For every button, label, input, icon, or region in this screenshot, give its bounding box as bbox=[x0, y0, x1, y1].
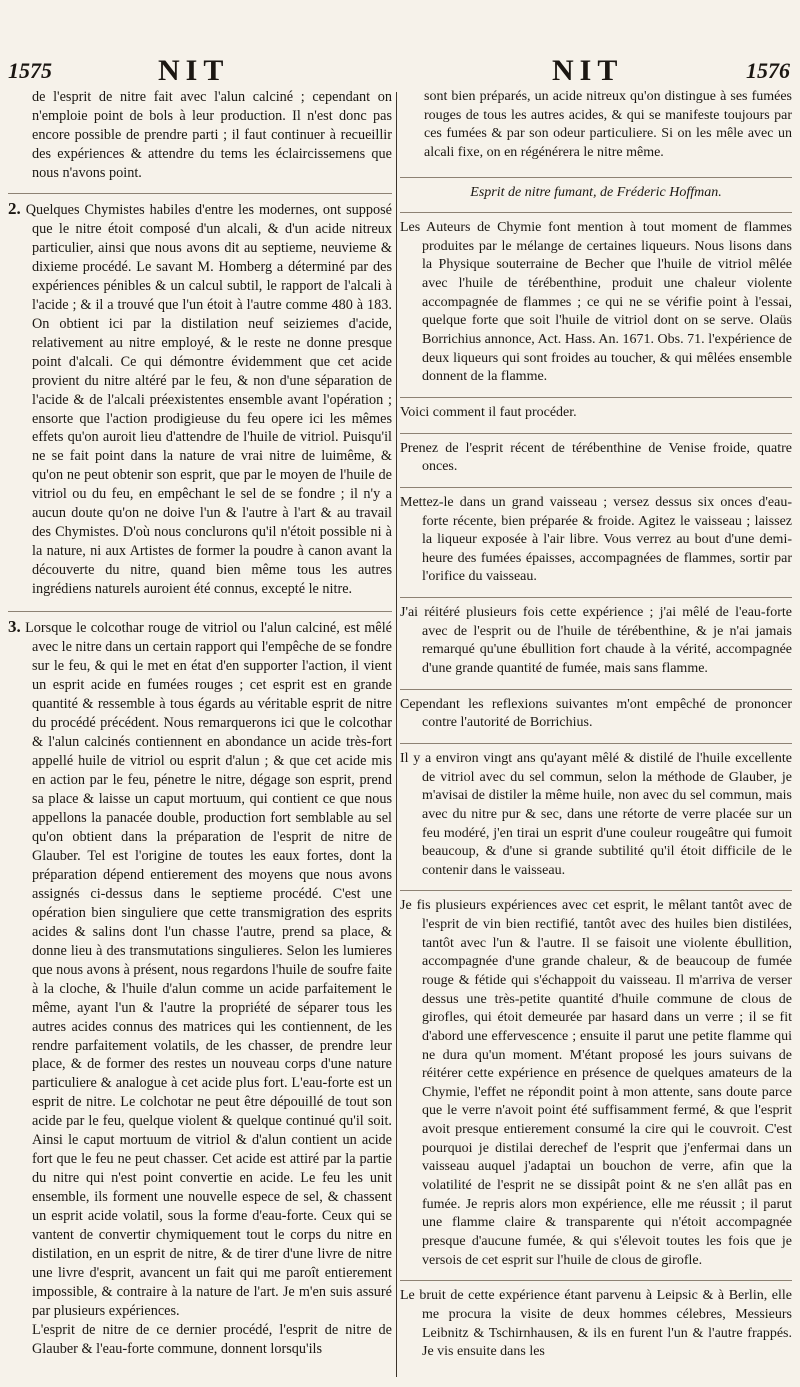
paragraph-2 bbox=[8, 193, 392, 599]
left-tail: L'esprit de nitre de ce dernier procédé, l'esprit de nitre de Glauber & l'eau-forte commune, donnent lorsqu'ils bbox=[32, 1322, 392, 1357]
paragraph-proceder: Voici comment il faut procéder. bbox=[400, 397, 792, 423]
paragraph-auteurs: Les Auteurs de Chymie font mention à tout moment de flammes produites par le mélange de certaines liqueurs. Nous lisons dans la Physique souterraine de Becher que l'huile de vitriol mêlée avec l'huile de térébenthine, produit une chaleur violente accompagnée de flammes ; ce qui ne se vérifie point à l'essai, quelque forte que soit l'huile de vitriol dont on se serve. Olaüs Borrichius annonce, Act. Hass. An. 1671. Obs. 71. l'expérience de deux liqueurs qui sont froides au toucher, & qui mêlées ensemble donnent de la flamme. bbox=[400, 212, 792, 387]
page-number-right: 1576 bbox=[746, 58, 790, 83]
paragraph-text: Quelques Chymistes habiles d'entre les modernes, ont supposé que le nitre étoit composé d'un alcali, & d'un acide nitreux particulier, ainsi que nous avons dit au septieme, neuvieme & dixieme procédé. Le savant M. Homberg a déterminé par des expériences pénibles & un calcul subtil, le rapport de l'alcali à l'acide ; & il a trouvé que l'un étoit à l'autre comme 480 à 183. On obtient ici par la distilation neuf seiziemes d'acide, relativement au nitre employé, & le reste ne donne presque point d'alcali. Ce qui démontre évidemment que cet acide provient du nitre altéré par le feu, & non d'une séparation de l'acide & de l'alcali préexistentes ensemble avant l'opération ; ensorte que l'action prodigieuse du feu opere ici les mêmes effets qu'on auroit lieu d'attendre de l'huile de vitriol. Puisqu'il ne se fait point dans la nature de vrai nitre de luimême, & qu'on ne peut obtenir son esprit, que par le moyen de l'huile de vitriol ou du feu, en empêchant le sel de se fondre ; il n'y a aucun doute qu'on ne doive l'un & l'autre à l'art & au travail des Chymistes. D'où nous conclurons qu'il n'étoit possible ni à la nature, ni aux Artistes de former la poudre à canon avant la découverte du nitre, quand bien même tous les autres ingrédiens naturels auroient été connus, excepté le nitre. bbox=[25, 201, 393, 598]
paragraph-number: 2. bbox=[8, 198, 21, 218]
right-continuation: sont bien préparés, un acide nitreux qu'on distingue à ses fumées rouges de tous les autres acides, & qui se manifeste toujours par ces fumées & par son odeur particuliere. Si on les mêle avec un alcali fixe, on en régénérera le nitre même. bbox=[424, 89, 792, 160]
paragraph-cependant: Cependant les reflexions suivantes m'ont empêché de prononcer contre l'autorité de Borrichius. bbox=[400, 689, 792, 733]
paragraph-experiences: Je fis plusieurs expériences avec cet esprit, le mêlant tantôt avec de l'esprit de vin bien rectifié, tantôt avec des huiles bien distilées, tantôt avec l'un & l'autre. Il se faisoit une violente ébullition, accompagnée d'une grande chaleur, & de beaucoup de fumée rouge & fétide qui s'échappoit du vaisseau. Il m'arriva de verser dessus une très-petite quantité d'huile commune de clous de girofles, qui étoit demeurée par hasard dans un verre ; il se fit d'abord une effervescence ; ensuite il parut une petite flamme qui ne dura qu'un moment. M'étant proposé les jours suivans de réitérer cette expérience en présence de quelques amateurs de la Chymie, l'effet ne répondit point à mon attente, sans doute parce que le verre n'avoit point été suffisamment fermé, & que l'esprit avoit presque entierement consumé la cire qui le couvroit. C'est pourquoi je distilai derechef de l'esprit que j'enfermai dans un vaisseau auquel j'adaptai un bouchon de verre, afin que la volatilité de l'esprit ne se dissipât point & ne s'en allât pas en fumée. Je repris alors mon expérience, elle me réussit ; il parut une flamme claire & transparente qui n'étoit accompagnée presque d'aucune fumée, & qui s'élevoit toutes les fois que je versois de cet esprit sur l'huile de clous de girofle. bbox=[400, 890, 792, 1270]
column-divider bbox=[396, 92, 397, 1377]
paragraph-mettez: Mettez-le dans un grand vaisseau ; versez dessus six onces d'eau-forte récente, bien préparée & froide. Agitez le vaisseau ; laissez la liqueur exposée à l'air libre. Vous verrez au bout d'une demi-heure des fumées épaisses, accompagnées de flammes, sortir par l'orifice du vaisseau. bbox=[400, 487, 792, 587]
left-column bbox=[8, 88, 392, 1367]
paragraph-3 bbox=[8, 611, 392, 1321]
page-number-left: 1575 bbox=[8, 58, 52, 83]
running-title-right: NIT bbox=[552, 54, 624, 87]
running-header bbox=[0, 54, 800, 88]
running-title-left: NIT bbox=[158, 54, 230, 87]
paragraph-reitere: J'ai réitéré plusieurs fois cette expérience ; j'ai mêlé de l'eau-forte avec de l'esprit ou de l'huile de térébenthine, & je n'ai jamais remarqué qu'une ébullition fort chaude à la vérité, accompagnée d'une grande quantité de fumée, mais sans flamme. bbox=[400, 597, 792, 679]
paragraph-leipsic: Le bruit de cette expérience étant parvenu à Leipsic & à Berlin, elle me procura la visite de deux hommes célebres, Messieurs Leibnitz & Tschirnhausen, & ils en furent l'un & l'autre frappés. Je vis ensuite dans les bbox=[400, 1280, 792, 1362]
paragraph-vingt-ans: Il y a environ vingt ans qu'ayant mêlé & distilé de l'huile excellente de vitriol avec du sel commun, selon la méthode de Glauber, je m'avisai de distiler la même huile, non avec du sel commun, mais avec du nitre pur & sec, dans une rétorte de verre placée sur un feu modéré, j'en tirai un esprit d'une couleur rougeâtre qui fumoit beaucoup, & d'une si grande subtilité qu'il étoit difficile de le contenir dans le vaisseau. bbox=[400, 743, 792, 880]
left-continuation: de l'esprit de nitre fait avec l'alun calciné ; cependant on n'emploie point de bols à leur production. Il n'est donc pas encore possible de prendre parti ; il faut continuer à recueillir des expériences & attendre du tems les éclaircissemens que nous n'avons point. bbox=[32, 89, 392, 181]
right-column bbox=[400, 88, 792, 1367]
paragraph-text: Lorsque le colcothar rouge de vitriol ou l'alun calciné, est mêlé avec le nitre dans un certain rapport qui l'empêche de se fondre sur le feu, & qui le met en état d'en supporter l'action, il vient un esprit acide en fumées rouges ; cet esprit est en grande quantité & ressemble à tous égards au véritable esprit de nitre du procédé précédent. Nous remarquerons ici que le colcothar & l'alun calcinés contiennent en abondance un acide très-fort appellé huile de vitriol ou esprit d'alun ; & que cet acide mis en action par le feu, pénetre le nitre, dégage son esprit, prend sa place & laisse un caput mortuum, qui contient ce que nous appellons la panacée double, production fort semblable au sel qu'on obtient dans la préparation de l'esprit de nitre de Glauber. Tel est l'origine de toutes les eaux fortes, dont la préparation dépend entierement des moyens que nous avons assignés ci-dessus dans le septieme procédé. C'est une opération bien singuliere que cette transmigration des esprits acides & salins dont l'un chasse l'autre, prend sa place, & donne lieu à des transmutations singulieres. Selon les lumieres que nous avons à présent, nous regardons l'huile de soufre faite à la cloche, & l'huile d'alun comme un acide parfaitement le même, ayant l'un & l'autre la propriété de séparer tous les autres acides connus des matrices qui les contiennent, de les rendre parfaitement volatils, de les chasser, de prendre leur place, & de former des restes un nouveau corps d'une nature particuliere & analogue à cet acide plus fort. L'eau-forte est un esprit de nitre. Le colchotar ne peut être dépouillé de tout son acide par le feu, quelque violent & quelque continué qu'il soit. Ainsi le caput mortuum de vitriol & d'alun contient un acide fort que le feu ne peut chasser. Cet acide est attiré par la partie du nitre qui n'est point convertie en acide. Le feu les unit ensemble, ils forment une nouvelle espece de sel, & chassent un esprit acide volatil, sous la forme d'eau-forte. Ceux qui se vantent de convertir chymiquement tout le corps du nitre en distilation, en un esprit de nitre, & de tirer d'une livre de nitre une livre d'esprit, avancent un fait qui me paroît entierement impossible, & contraire à la nature de l'art. Je m'en suis assuré par plusieurs expériences. bbox=[25, 620, 392, 1320]
paragraph-prenez: Prenez de l'esprit récent de térébenthine de Venise froide, quatre onces. bbox=[400, 433, 792, 477]
paragraph-number: 3. bbox=[8, 617, 21, 637]
section-title: Esprit de nitre fumant, de Fréderic Hoffman. bbox=[400, 177, 792, 203]
